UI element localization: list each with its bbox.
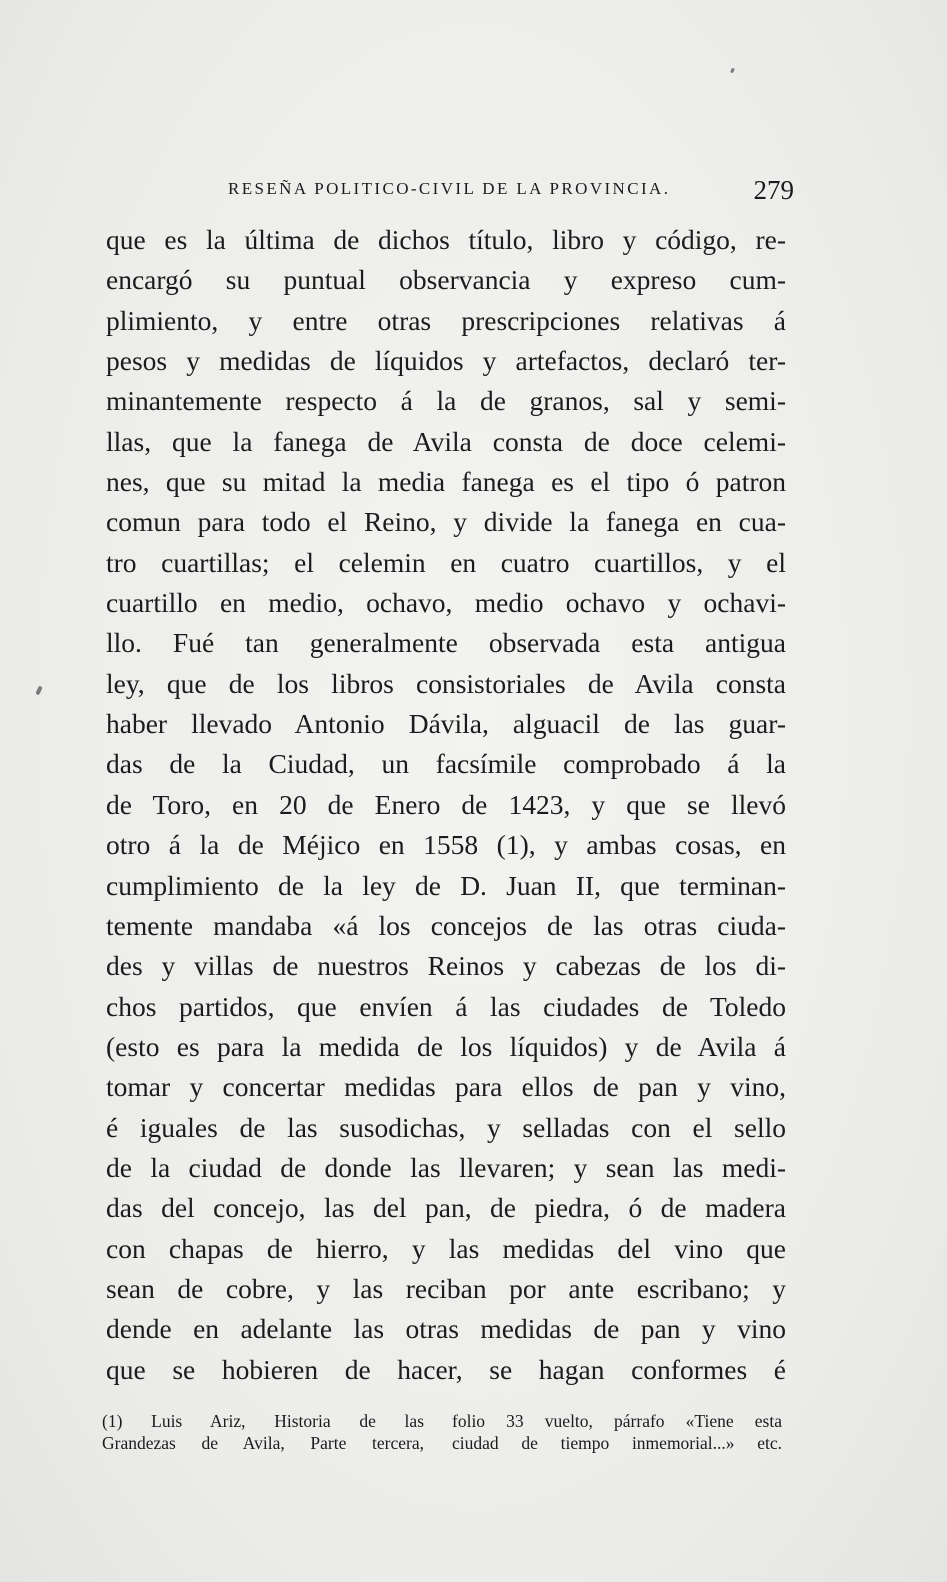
text-line: encargó su puntual observancia y expreso cum- bbox=[106, 264, 786, 296]
text-line: nes, que su mitad la media fanega es el tipo ó patron bbox=[106, 466, 786, 498]
text-line: (esto es para la medida de los líquidos) y de Avila á bbox=[106, 1030, 786, 1062]
text-line: pesos y medidas de líquidos y artefactos, declaró ter- bbox=[106, 345, 786, 377]
text-line: otro á la de Méjico en 1558 (1), y ambas cosas, en bbox=[106, 829, 786, 861]
running-head bbox=[228, 175, 794, 211]
text-line: haber llevado Antonio Dávila, alguacil de las guar- bbox=[106, 708, 786, 740]
text-line: de la ciudad de donde las llevaren; y sean las medi- bbox=[106, 1151, 786, 1183]
text-line: con chapas de hierro, y las medidas del vino que bbox=[106, 1232, 786, 1264]
text-line: das de la Ciudad, un facsímile comprobado á la bbox=[106, 748, 786, 780]
footnote-line: Grandezas de Avila, Parte tercera, bbox=[102, 1433, 424, 1453]
text-line: que se hobieren de hacer, se hagan conformes é bbox=[106, 1353, 786, 1385]
footnote-left-column bbox=[102, 1410, 424, 1454]
text-line: temente mandaba «á los concejos de las otras ciuda- bbox=[106, 909, 786, 941]
text-line: des y villas de nuestros Reinos y cabezas de los di- bbox=[106, 950, 786, 982]
text-line: tomar y concertar medidas para ellos de pan y vino, bbox=[106, 1071, 786, 1103]
ink-speck bbox=[35, 686, 42, 696]
footnote-line: (1) Luis Ariz, Historia de las bbox=[102, 1411, 424, 1431]
body-text bbox=[106, 220, 786, 1390]
text-line: plimiento, y entre otras prescripciones relativas á bbox=[106, 304, 786, 336]
text-line: das del concejo, las del pan, de piedra, ó de madera bbox=[106, 1192, 786, 1224]
text-line: é iguales de las susodichas, y selladas con el sello bbox=[106, 1111, 786, 1143]
text-line: ley, que de los libros consistoriales de Avila consta bbox=[106, 667, 786, 699]
text-line: minantemente respecto á la de granos, sal y semi- bbox=[106, 385, 786, 417]
page-number: 279 bbox=[753, 175, 794, 205]
footnote-line: folio 33 vuelto, párrafo «Tiene esta bbox=[452, 1411, 782, 1431]
text-line: chos partidos, que envíen á las ciudades de Toledo bbox=[106, 990, 786, 1022]
text-line: llo. Fué tan generalmente observada esta antigua bbox=[106, 627, 786, 659]
text-line: tro cuartillas; el celemin en cuatro cuartillos, y el bbox=[106, 546, 786, 578]
text-line: sean de cobre, y las reciban por ante escribano; y bbox=[106, 1272, 786, 1304]
text-line: cuartillo en medio, ochavo, medio ochavo y ochavi- bbox=[106, 587, 786, 619]
ink-speck bbox=[730, 68, 735, 74]
running-title: RESEÑA POLITICO-CIVIL DE LA PROVINCIA. bbox=[228, 179, 671, 198]
text-line: comun para todo el Reino, y divide la fanega en cua- bbox=[106, 506, 786, 538]
text-line: dende en adelante las otras medidas de pan y vino bbox=[106, 1313, 786, 1345]
text-line: de Toro, en 20 de Enero de 1423, y que se llevó bbox=[106, 788, 786, 820]
footnote-line: ciudad de tiempo inmemorial...» etc. bbox=[452, 1433, 782, 1453]
footnote bbox=[102, 1410, 782, 1454]
text-line: llas, que la fanega de Avila consta de doce celemi- bbox=[106, 425, 786, 457]
footnote-right-column bbox=[452, 1410, 782, 1454]
text-line: cumplimiento de la ley de D. Juan II, que terminan- bbox=[106, 869, 786, 901]
text-line: que es la última de dichos título, libro y código, re- bbox=[106, 224, 786, 255]
